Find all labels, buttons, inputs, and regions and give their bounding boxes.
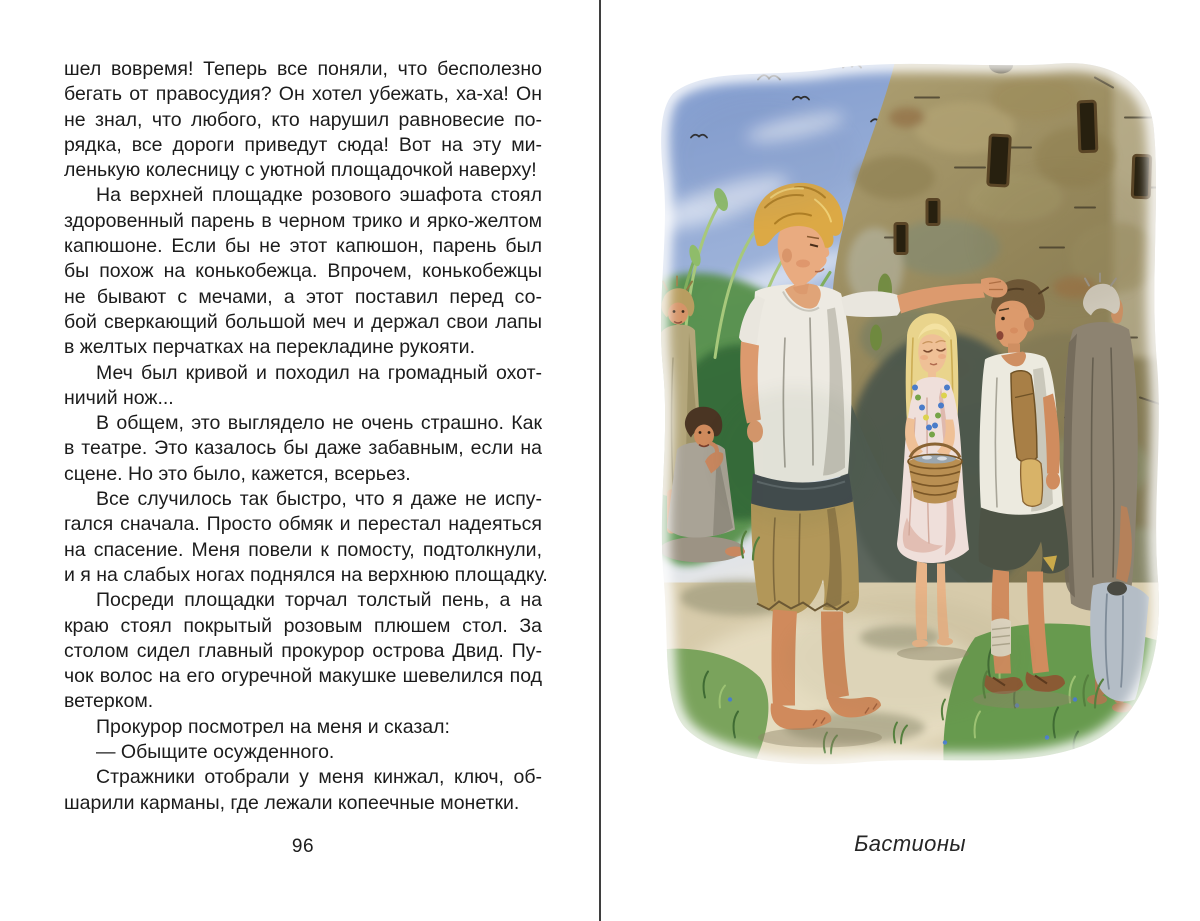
paragraph xyxy=(64,411,542,487)
page-divider xyxy=(599,0,601,921)
text-line: гался сначала. Просто обмяк и перестал надеяться xyxy=(64,513,542,536)
text-line: бой сверкающий большой меч и держал свои лапы xyxy=(64,310,542,333)
paragraph xyxy=(64,57,542,183)
text-line: бы похож на конькобежца. Впрочем, конькобежцы xyxy=(64,260,542,283)
paragraph xyxy=(64,588,542,714)
paragraph xyxy=(64,183,542,360)
text-line: краю стоял покрытый розовым плюшем стол. За xyxy=(64,614,542,637)
text-line: в желтых перчатках на перекладине рукояти. xyxy=(64,336,475,359)
paragraph xyxy=(64,487,548,588)
text-line: не знал, что любого, кто нарушил равновесие по- xyxy=(64,108,542,131)
text-line: Стражники отобрали у меня кинжал, ключ, об- xyxy=(96,766,542,789)
text-line: шарили карманы, где лежали копеечные монетки. xyxy=(64,791,520,814)
text-line: сцене. Но это было, кажется, всерьез. xyxy=(64,462,411,485)
text-line: Все случилось так быстро, что я даже не испу- xyxy=(96,488,542,511)
page-text xyxy=(64,57,548,816)
text-line: бегать от правосудия? Он хотел убежать, ха-ха! Он xyxy=(64,83,542,106)
text-line: в театре. Это казалось бы даже забавным, если на xyxy=(64,437,542,460)
text-line: В общем, это выглядело не очень страшно. Как xyxy=(96,412,542,435)
text-line: Меч был кривой и походил на громадный охот- xyxy=(96,361,542,384)
text-line: не бывают с мечами, а этот поставил перед со- xyxy=(64,285,542,308)
text-line: Посреди площадки торчал толстый пень, а на xyxy=(96,589,542,612)
text-line: ленькую колесницу с уютной площадочкой наверху! xyxy=(64,159,537,182)
text-line: и я на слабых ногах поднялся на верхнюю площадку. xyxy=(64,563,548,586)
paragraph xyxy=(64,361,542,412)
text-line: ветерком. xyxy=(64,690,154,713)
text-line: на спасение. Меня повели к помосту, подтолкнули, xyxy=(64,538,542,561)
paragraph xyxy=(64,765,542,816)
text-line: столом сидел главный прокурор острова Двид. Пу- xyxy=(64,639,542,662)
text-line: рядка, все дороги приведут сюда! Вот на эту ми- xyxy=(64,133,542,156)
text-line: чок волос на его огуречной макушке шевелился под xyxy=(64,665,542,688)
text-line: капюшоне. Если бы не этот капюшон, парень был xyxy=(64,235,542,258)
paragraph xyxy=(64,715,542,740)
text-line: На верхней площадке розового эшафота стоял xyxy=(96,184,542,207)
text-line: шел вовремя! Теперь все поняли, что бесполезно xyxy=(64,58,542,80)
book-illustration xyxy=(645,36,1175,784)
paragraph xyxy=(64,740,542,765)
page-number: 96 xyxy=(291,836,315,857)
text-line: — Обыщите осужденного. xyxy=(96,741,335,764)
text-line: Прокурор посмотрел на меня и сказал: xyxy=(96,715,450,738)
text-line: здоровенный парень в черном трико и ярко-желтом xyxy=(64,209,542,232)
illustration-caption: Бастионы xyxy=(854,831,966,856)
text-line: ничий нож... xyxy=(64,386,174,409)
